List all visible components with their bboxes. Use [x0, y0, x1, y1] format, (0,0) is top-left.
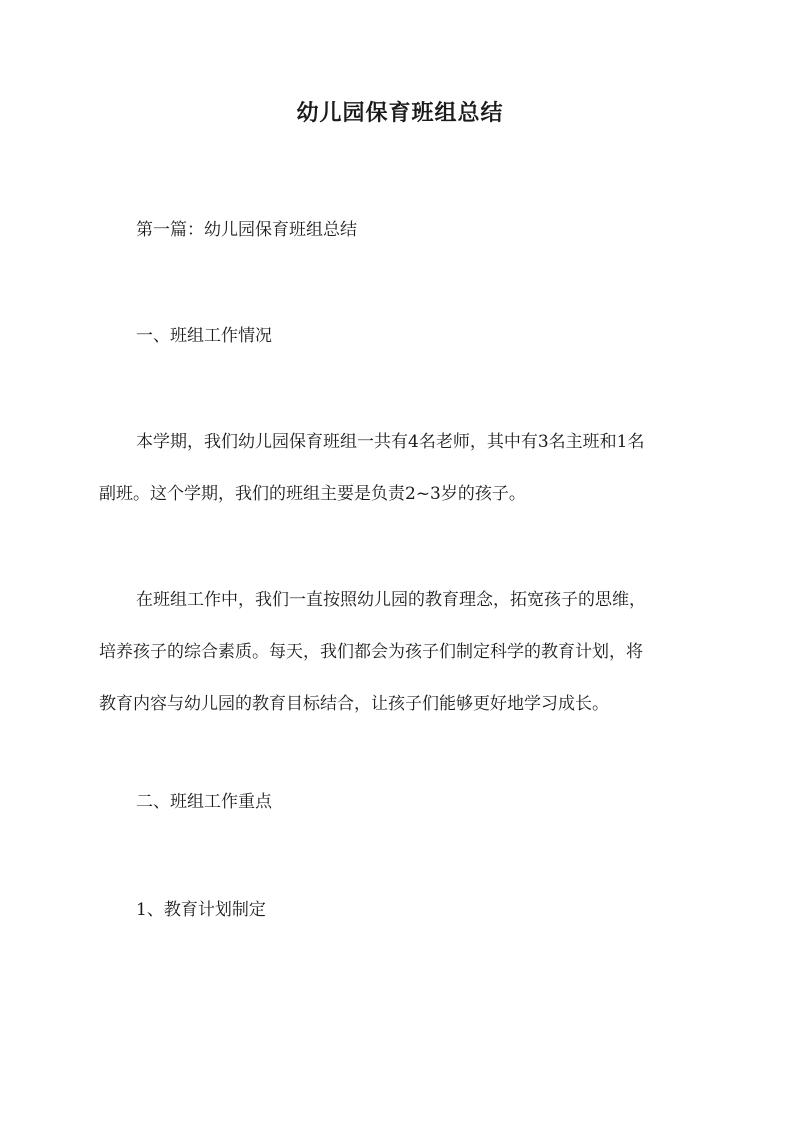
paragraph-2-line-3: 教育内容与幼儿园的教育目标结合，让孩子们能够更好地学习成长。: [99, 694, 609, 714]
paragraph-2-line-1: 在班组工作中，我们一直按照幼儿园的教育理念，拓宽孩子的思维，: [136, 590, 646, 610]
section-heading-2: 二、班组工作重点: [136, 792, 272, 812]
chapter-heading: 第一篇：幼儿园保育班组总结: [136, 220, 357, 240]
paragraph-1-line-2: 副班。这个学期，我们的班组主要是负责2~3岁的孩子。: [99, 484, 526, 504]
paragraph-1-line-1: 本学期，我们幼儿园保育班组一共有4名老师，其中有3名主班和1名: [136, 432, 645, 452]
item-heading-1: 1、教育计划制定: [136, 900, 266, 920]
paragraph-2: [99, 574, 692, 730]
document-title: 幼儿园保育班组总结: [296, 100, 504, 126]
paragraph-2-line-2: 培养孩子的综合素质。每天，我们都会为孩子们制定科学的教育计划，将: [99, 642, 643, 662]
paragraph-1: [99, 416, 692, 520]
section-heading-1: 一、班组工作情况: [136, 326, 272, 346]
